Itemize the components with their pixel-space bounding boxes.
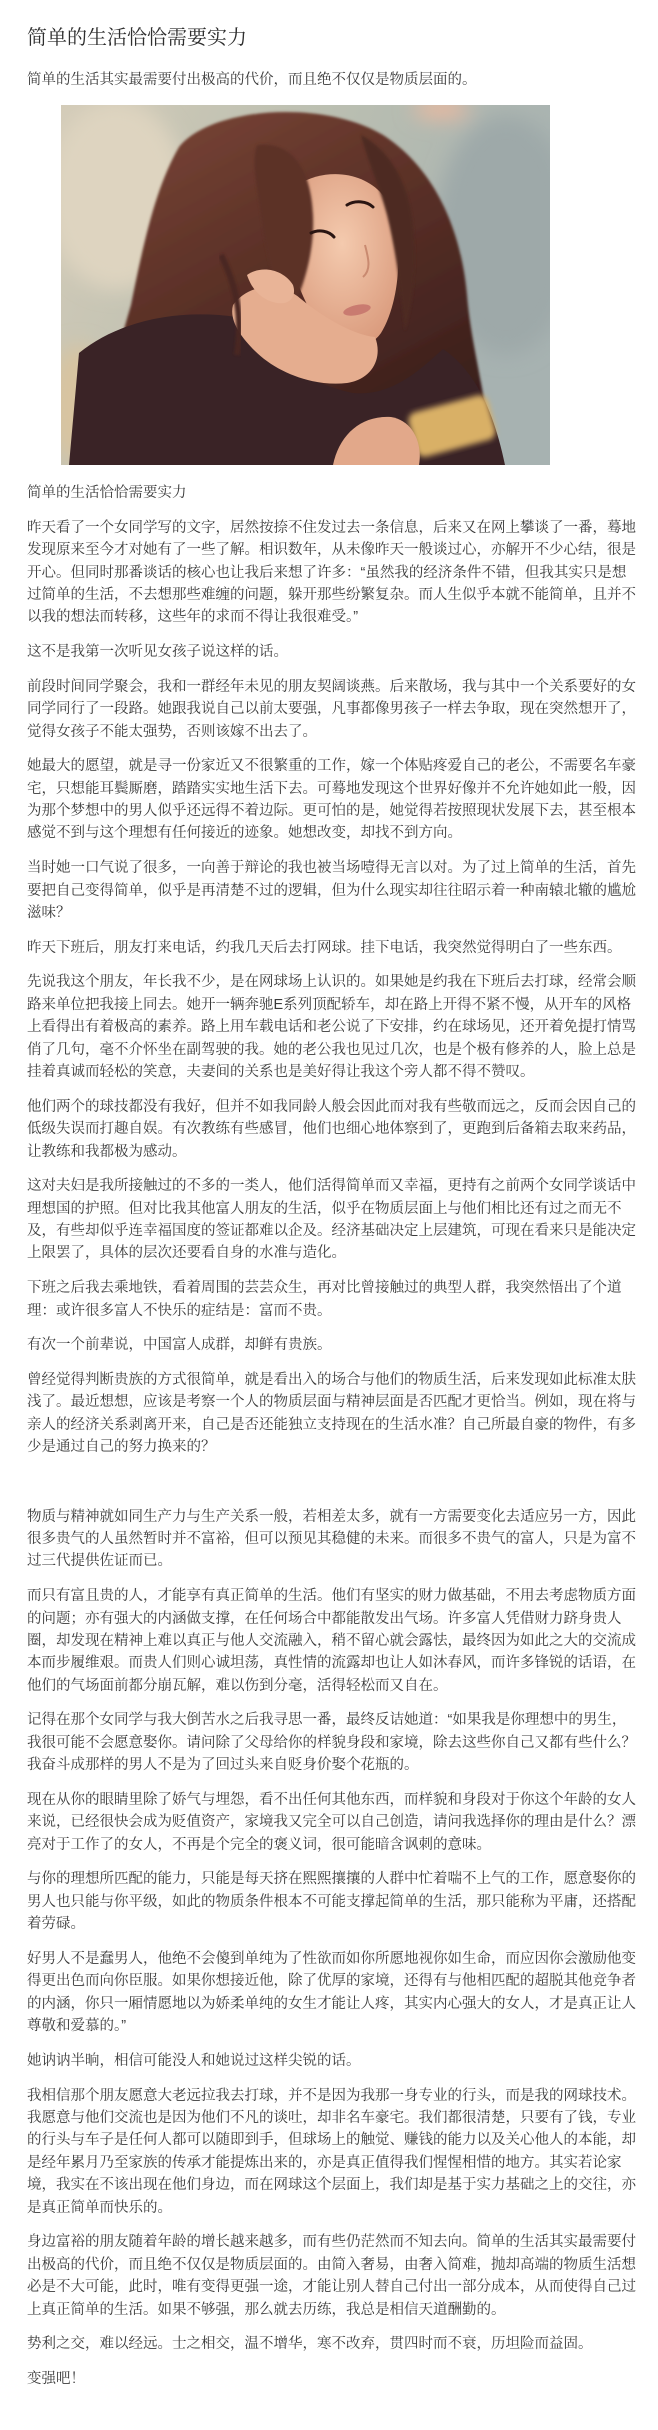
article-paragraph: 势利之交，难以经远。士之相交，温不增华，寒不改弃，贯四时而不衰，历坦险而益固。 [27,2336,593,2353]
article-paragraph: 有次一个前辈说，中国富人成群，却鲜有贵族。 [27,1337,332,1354]
article-photo [61,105,550,465]
section-heading: 简单的生活恰恰需要实力 [27,485,187,501]
article-lead: 简单的生活其实最需要付出极高的代价，而且绝不仅仅是物质层面的。 [27,71,477,88]
article-paragraph: 身边富裕的朋友随着年龄的增长越来越多，而有些仍茫然而不知去向。简单的生活其实最需要付出极高的代价，而且绝不仅仅是物质层面的。由简入奢易，由奢入简难，抛却高端的物质生活想必是不大可能，此时，唯有变得更强一途，才能让别人替自己付出一部分成本，从而使得自己过上真正简单的生活。如果不够强，那么就去历练，我总是相信天道酬勤的。 [27,2234,636,2318]
article-paragraph: 先说我这个朋友，年长我不少，是在网球场上认识的。如果她是约我在下班后去打球，经常会顺路来单位把我接上同去。她开一辆奔驰E系列顶配轿车，却在路上开得不紧不慢，从开车的风格上看得出有着极高的素养。路上用车载电话和老公说了下安排，约在球场见，还开着免提打情骂俏了几句，毫不介怀坐在副驾驶的我。她的老公我也见过几次，也是个极有修养的人，脸上总是挂着真诚而轻松的笑意，夫妻间的关系也是美好得让我这个旁人都不得不赞叹。 [27,974,636,1081]
article-paragraph: 记得在那个女同学与我大倒苦水之后我寻思一番，最终反诘她道：“如果我是你理想中的男生，我很可能不会愿意娶你。请问除了父母给你的样貌身段和家境，除去这些你自己又都有些什么？我奋斗成那样的男人不是为了回过头来自贬身价娶个花瓶的。 [27,1712,636,1774]
article-paragraph: 她讷讷半晌，相信可能没人和她说过这样尖锐的话。 [27,2052,361,2069]
article-paragraph: 物质与精神就如同生产力与生产关系一般，若相差太多，就有一方需要变化去适应另一方，因此很多贵气的人虽然暂时并不富裕，但可以预见其稳健的未来。而很多不贵气的富人，只是为富不过三代提供佐证而已。 [27,1508,636,1570]
article-paragraph: 我相信那个朋友愿意大老远拉我去打球，并不是因为我那一身专业的行头，而是我的网球技术。我愿意与他们交流也是因为他们不凡的谈吐，却非名车豪宅。我们都很清楚，只要有了钱，专业的行头与车子是任何人都可以随即到手，但球场上的触觉、赚钱的能力以及关心他人的本能，却是经年累月乃至家族的传承才能提炼出来的，亦是真正值得我们惺惺相惜的地方。其实若论家境，我实在不该出现在他们身边，而在网球这个层面上，我们却是基于实力基础之上的交往，亦是真正简单而快乐的。 [27,2087,636,2216]
article-paragraph: 好男人不是蠢男人，他绝不会傻到单纯为了性欲而如你所愿地视你如生命，而应因你会激励他变得更出色而向你臣服。如果你想接近他，除了优厚的家境，还得有与他相匹配的超脱其他竞争者的内涵，你只一厢情愿地以为娇柔单纯的女生才能让人疼，其实内心强大的女人，才是真正让人尊敬和爱慕的。” [27,1950,636,2035]
article-paragraph: 她最大的愿望，就是寻一份家近又不很繁重的工作，嫁一个体贴疼爱自己的老公，不需要名车豪宅，只想能耳鬓厮磨，踏踏实实地生活下去。可蓦地发现这个世界好像并不允许她如此一般，因为那个梦想中的男人似乎还远得不着边际。更可怕的是，她觉得若按照现状发展下去，甚至根本感觉不到与这个理想有任何接近的迹象。她想改变，却找不到方向。 [27,758,636,842]
article-paragraph: 曾经觉得判断贵族的方式很简单，就是看出入的场合与他们的物质生活，后来发现如此标准太肤浅了。最近想想，应该是考察一个人的物质层面与精神层面是否匹配才更恰当。例如，现在将与亲人的经济关系剥离开来，自己是否还能独立支持现在的生活水准？自己所最自豪的物件，有多少是通过自己的努力换来的？ [27,1371,636,1456]
article-paragraph: 现在从你的眼睛里除了娇气与埋怨，看不出任何其他东西，而样貌和身段对于你这个年龄的女人来说，已经很快会成为贬值资产，家境我又完全可以自己创造，请问我选择你的理由是什么？漂亮对于工作了的女人，不再是个完全的褒义词，很可能暗含讽刺的意味。 [27,1791,636,1853]
article-paragraph: 这对夫妇是我所接触过的不多的一类人，他们活得简单而又幸福，更持有之前两个女同学谈话中理想国的护照。但对比我其他富人朋友的生活，似乎在物质层面上与他们相比还有过之而无不及，有些却似乎连幸福国度的签证都难以企及。经济基础决定上层建筑，可现在看来只是能决定上限罢了，具体的层次还要看自身的水准与造化。 [27,1178,636,1262]
blank-paragraph [27,1471,638,1493]
closing-line: 变强吧！ [27,2370,85,2387]
article-paragraph: 这不是我第一次听见女孩子说这样的话。 [27,644,288,661]
article-paragraph: 前段时间同学聚会，我和一群经年未见的朋友契阔谈燕。后来散场，我与其中一个关系要好的女同学同行了一段路。她跟我说自己以前太要强，凡事都像男孩子一样去争取，现在突然想开了，觉得女孩子不能太强势，否则该嫁不出去了。 [27,678,636,740]
article-paragraph: 而只有富且贵的人，才能享有真正简单的生活。他们有坚实的财力做基础，不用去考虑物质方面的问题；亦有强大的内涵做支撑，在任何场合中都能散发出气场。许多富人凭借财力跻身贵人圈，却发现在精神上难以真正与他人交流融入，稍不留心就会露怯，最终因为如此之大的交流成本而步履维艰。而贵人们则心诚坦荡，真性情的流露却也让人如沐春风，而许多锋锐的话语，在他们的气场面前都分崩瓦解，难以伤到分毫，活得轻松而又自在。 [27,1588,636,1694]
article-paragraph: 下班之后我去乘地铁，看着周围的芸芸众生，再对比曾接触过的典型人群，我突然悟出了个道理：或许很多富人不快乐的症结是：富而不贵。 [27,1280,622,1319]
article-paragraph: 当时她一口气说了很多，一向善于辩论的我也被当场噎得无言以对。为了过上简单的生活，首先要把自己变得简单，似乎是再清楚不过的逻辑，但为什么现实却往往昭示着一种南辕北辙的尴尬滋味？ [27,860,636,921]
article-paragraph: 昨天看了一个女同学写的文字，居然按捺不住发过去一条信息，后来又在网上攀谈了一番，蓦地发现原来至今才对她有了一些了解。相识数年，从未像昨天一般谈过心，亦解开不少心结，很是开心。但同时那番谈话的核心也让我后来想了许多：“虽然我的经济条件不错，但我其实只是想过简单的生活，不去想那些难缠的问题，躲开那些纷繁复杂。而人生似乎本就不能简单，且并不以我的想法而转移，这些年的求而不得让我很难受。” [27,519,636,626]
article-paragraph: 昨天下班后，朋友打来电话，约我几天后去打网球。挂下电话，我突然觉得明白了一些东西。 [27,939,622,956]
article-title: 简单的生活恰恰需要实力 [27,27,247,49]
article-paragraph: 与你的理想所匹配的能力，只能是每天挤在熙熙攘攘的人群中忙着喘不上气的工作，愿意娶你的男人也只能与你平级，如此的物质条件根本不可能支撑起简单的生活，那只能称为平庸，还搭配着劳碌。 [27,1871,636,1933]
photo-woman-resting-chin-on-hand-icon [61,105,550,465]
article-paragraph: 他们两个的球技都没有我好，但并不如我同龄人般会因此而对我有些敬而远之，反而会因自己的低级失误而打趣自娱。有次教练有些感冒，他们也细心地体察到了，更跑到后备箱去取来药品，让教练和我都极为感动。 [27,1098,636,1160]
